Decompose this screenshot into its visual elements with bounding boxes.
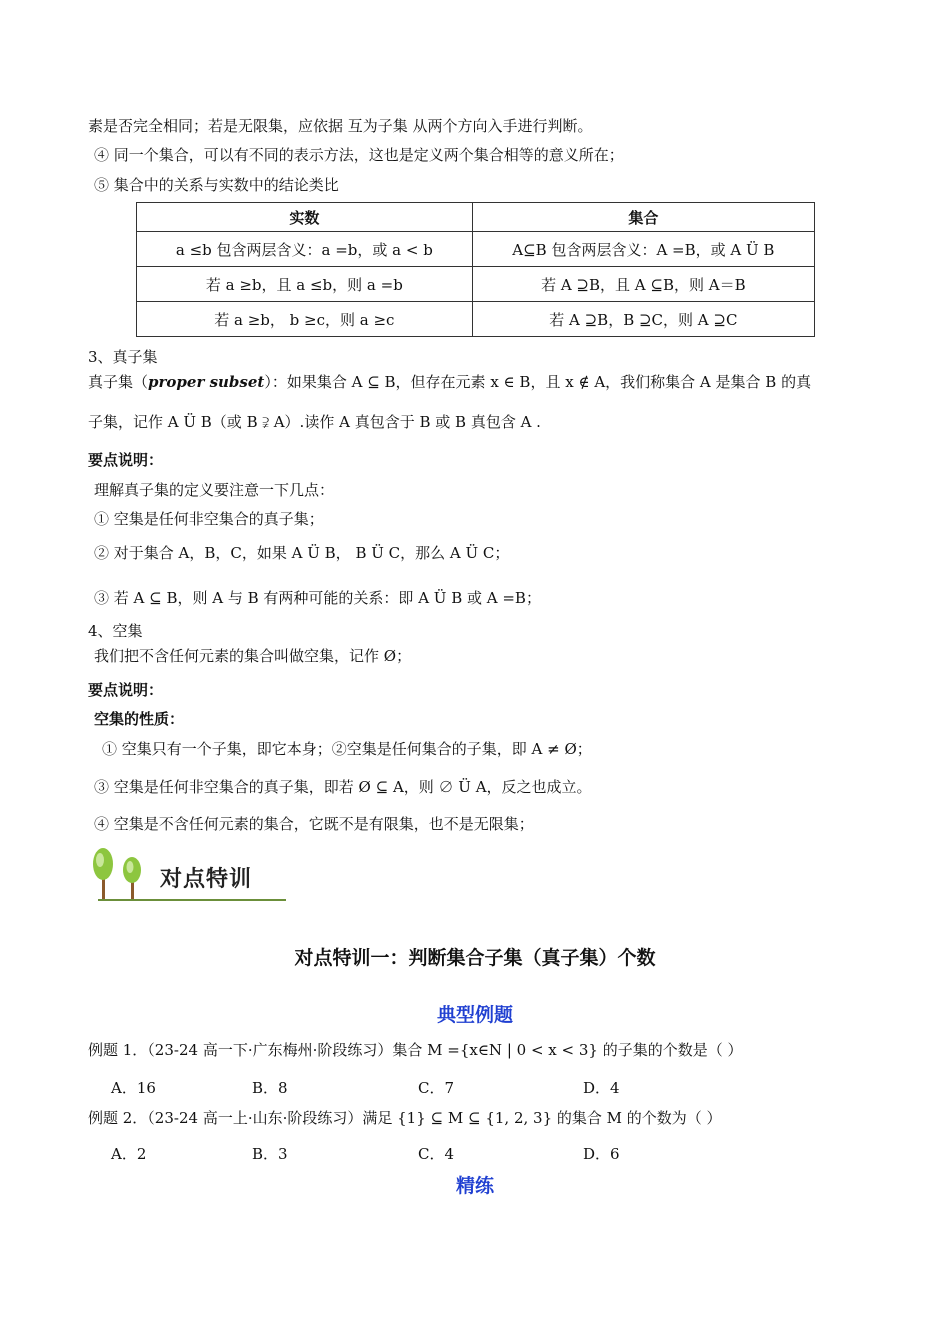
typical-examples-title: 典型例题 (436, 1004, 513, 1026)
banner-title: 对点特训 (160, 867, 253, 892)
sec3-point1: ① 空集是任何非空集合的真子集； (94, 510, 324, 528)
example1-option-c[interactable]: C．7 (418, 1079, 455, 1097)
example2-option-d[interactable]: D．6 (583, 1145, 620, 1163)
table-cell: A⊆B 包含两层含义：A =B，或 A Ü B (472, 232, 814, 267)
sec3-point3: ③ 若 A ⊆ B，则 A 与 B 有两种可能的关系：即 A Ü B 或 A =B； (94, 589, 541, 607)
example1-option-b[interactable]: B．8 (252, 1079, 288, 1097)
table-header-real: 实数 (137, 203, 473, 232)
training-title: 对点特训一：判断集合子集（真子集）个数 (294, 947, 656, 969)
sec3-point2: ② 对于集合 A，B，C，如果 A Ü B， B Ü C，那么 A Ü C； (94, 544, 510, 562)
sec4-point1: ① 空集只有一个子集，即它本身；②空集是任何集合的子集，即 A ≠ Ø； (102, 740, 592, 758)
sec4-point3: ④ 空集是不含任何元素的集合，它既不是有限集，也不是无限集； (94, 815, 534, 833)
table-row (137, 267, 815, 302)
term-proper-subset: proper subset (148, 373, 265, 391)
example2-option-b[interactable]: B．3 (252, 1145, 288, 1163)
table-cell: 若 a ≥b， b ≥c，则 a ≥c (137, 302, 473, 337)
table-header-set: 集合 (472, 203, 814, 232)
sec3-definition (88, 372, 811, 392)
table-header-row (137, 203, 815, 232)
def-text: 真子集（ (88, 373, 149, 391)
intro-line1: 素是否完全相同；若是无限集，应依据 互为子集 从两个方向入手进行判断。 (88, 117, 593, 135)
table-cell: 若 A ⊇B，且 A ⊆B，则 A＝B (472, 267, 814, 302)
example2-option-c[interactable]: C．4 (418, 1145, 455, 1163)
example1-option-d[interactable]: D．4 (583, 1079, 620, 1097)
example2-stem: 例题 2．（23-24 高一上·山东·阶段练习）满足 {1} ⊆ M ⊆ {1, 2, 3} 的集合 M 的个数为（ ） (88, 1109, 722, 1127)
sec4-prop-label: 空集的性质： (94, 710, 185, 728)
intro-item4: ④ 同一个集合，可以有不同的表示方法，这也是定义两个集合相等的意义所在； (94, 146, 624, 164)
table-cell: a ≤b 包含两层含义：a =b，或 a < b (137, 232, 473, 267)
intro-item5: ⑤ 集合中的关系与实数中的结论类比 (94, 176, 339, 194)
sec4-heading: 4、空集 (88, 622, 143, 640)
sec4-definition: 我们把不含任何元素的集合叫做空集，记作 Ø； (94, 647, 412, 665)
example1-option-a[interactable]: A．16 (111, 1079, 156, 1097)
table-row (137, 302, 815, 337)
comparison-table (136, 202, 815, 337)
table-row (137, 232, 815, 267)
sec4-point2: ③ 空集是任何非空集合的真子集，即若 Ø ⊆ A，则 ∅ Ü A，反之也成立。 (94, 778, 592, 796)
sec3-key-intro: 理解真子集的定义要注意一下几点： (94, 481, 335, 499)
def-text: ）：如果集合 A ⊆ B，但存在元素 x ∈ B，且 x ∉ A，我们称集合 A 是集合 B 的真 (264, 373, 812, 391)
sec3-notation: 子集，记作 A Ü B（或 B ⫌ A）.读作 A 真包含于 B 或 B 真包含 A . (88, 413, 541, 431)
sec4-key-label: 要点说明： (88, 681, 164, 699)
sec3-key-label: 要点说明： (88, 451, 164, 469)
sec3-heading: 3、真子集 (88, 348, 158, 366)
example1-stem: 例题 1．（23-24 高一下·广东梅州·阶段练习）集合 M ={x∈N | 0 < x < 3} 的子集的个数是（ ） (88, 1041, 743, 1059)
table-cell: 若 A ⊇B，B ⊇C，则 A ⊇C (472, 302, 814, 337)
practice-title: 精练 (455, 1175, 494, 1197)
table-cell: 若 a ≥b，且 a ≤b，则 a =b (137, 267, 473, 302)
example2-option-a[interactable]: A．2 (111, 1145, 147, 1163)
